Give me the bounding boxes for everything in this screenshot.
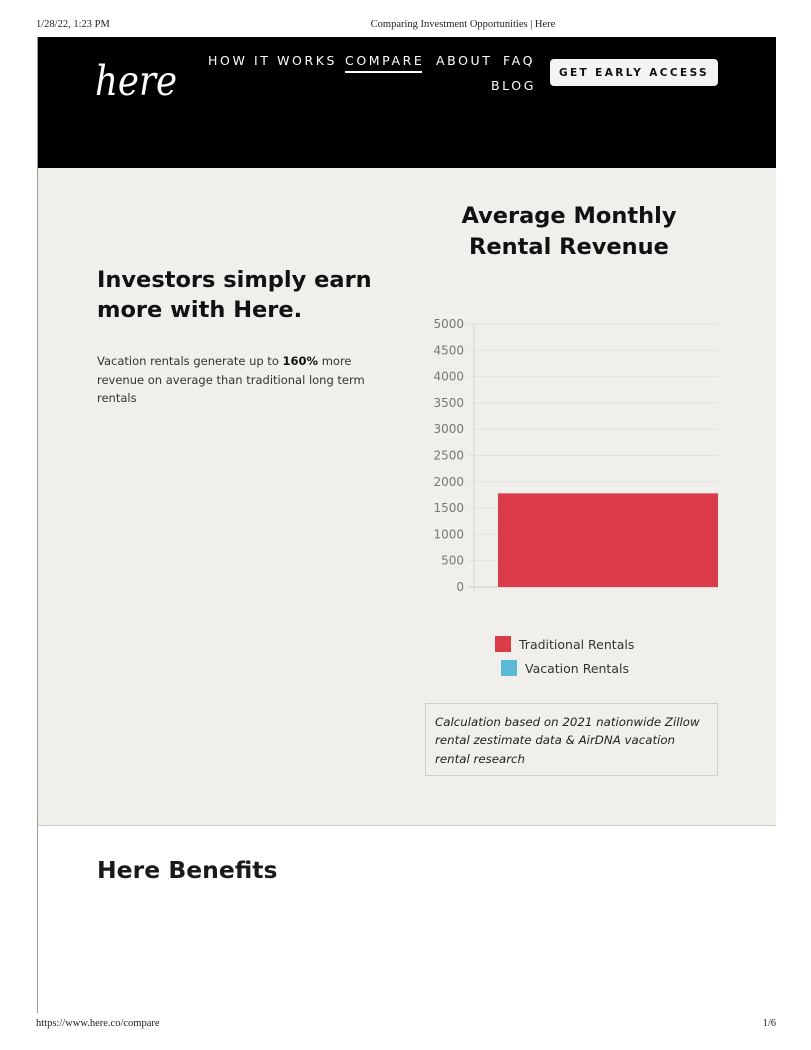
y-tick-label: 0 (456, 580, 464, 594)
headline-bold: earn more (97, 267, 372, 323)
sub-part2: more revenue on average than traditional long term rentals (97, 354, 365, 405)
print-date: 1/28/22, 1:23 PM (36, 19, 110, 30)
top-nav (38, 37, 776, 168)
y-tick-label: 4000 (433, 369, 464, 384)
logo-text: here (95, 57, 177, 103)
chart-title: Average Monthly Rental Revenue (461, 203, 677, 260)
y-tick-label: 2000 (433, 474, 464, 489)
legend-label-vacation: Vacation Rentals (525, 660, 629, 676)
compare-section (38, 168, 776, 826)
bar-traditional-rentals[interactable] (498, 493, 718, 587)
nav-compare[interactable]: COMPARE (345, 53, 425, 68)
sub-part1: Vacation rentals generate up to (97, 354, 283, 368)
y-tick-label: 4500 (433, 343, 464, 358)
revenue-chart (418, 308, 720, 608)
nav-blog[interactable]: BLOG (491, 78, 537, 93)
nav-how-it-works[interactable]: HOW IT WORKS (208, 53, 338, 68)
legend-swatch-traditional (495, 636, 511, 652)
legend-swatch-vacation (501, 660, 517, 676)
print-title: Comparing Investment Opportunities | Here (370, 19, 556, 30)
y-tick-label: 500 (441, 553, 464, 568)
legend-label-traditional: Traditional Rentals (519, 636, 635, 652)
print-header (0, 19, 811, 35)
legend-vacation-rentals[interactable] (501, 660, 629, 676)
print-page-number: 1/6 (762, 1018, 776, 1029)
sub-bold: 160% (282, 354, 319, 368)
get-early-access-button[interactable]: GET EARLY ACCESS (550, 59, 718, 86)
print-url: https://www.here.co/compare (36, 1018, 160, 1029)
y-tick-label: 5000 (433, 317, 464, 331)
y-tick-label: 1000 (433, 527, 464, 542)
y-tick-label: 2500 (433, 448, 464, 463)
y-tick-label: 1500 (433, 501, 464, 516)
legend-traditional-rentals[interactable] (495, 636, 634, 652)
headline-part2: with Here. (162, 297, 303, 323)
hero-headline (97, 265, 397, 325)
calculation-note: Calculation based on 2021 nationwide Zillow rental zestimate data & AirDNA vacation rental research (425, 703, 718, 776)
nav-about[interactable]: ABOUT (436, 53, 493, 68)
nav-faq[interactable]: FAQ (503, 53, 536, 68)
benefits-title: Here Benefits (97, 856, 278, 884)
hero-subtext (97, 352, 387, 408)
y-tick-label: 3500 (433, 395, 464, 410)
y-tick-label: 3000 (433, 422, 464, 437)
here-logo[interactable] (95, 45, 181, 103)
page (37, 37, 775, 1013)
headline-part1: Investors simply (97, 267, 315, 293)
